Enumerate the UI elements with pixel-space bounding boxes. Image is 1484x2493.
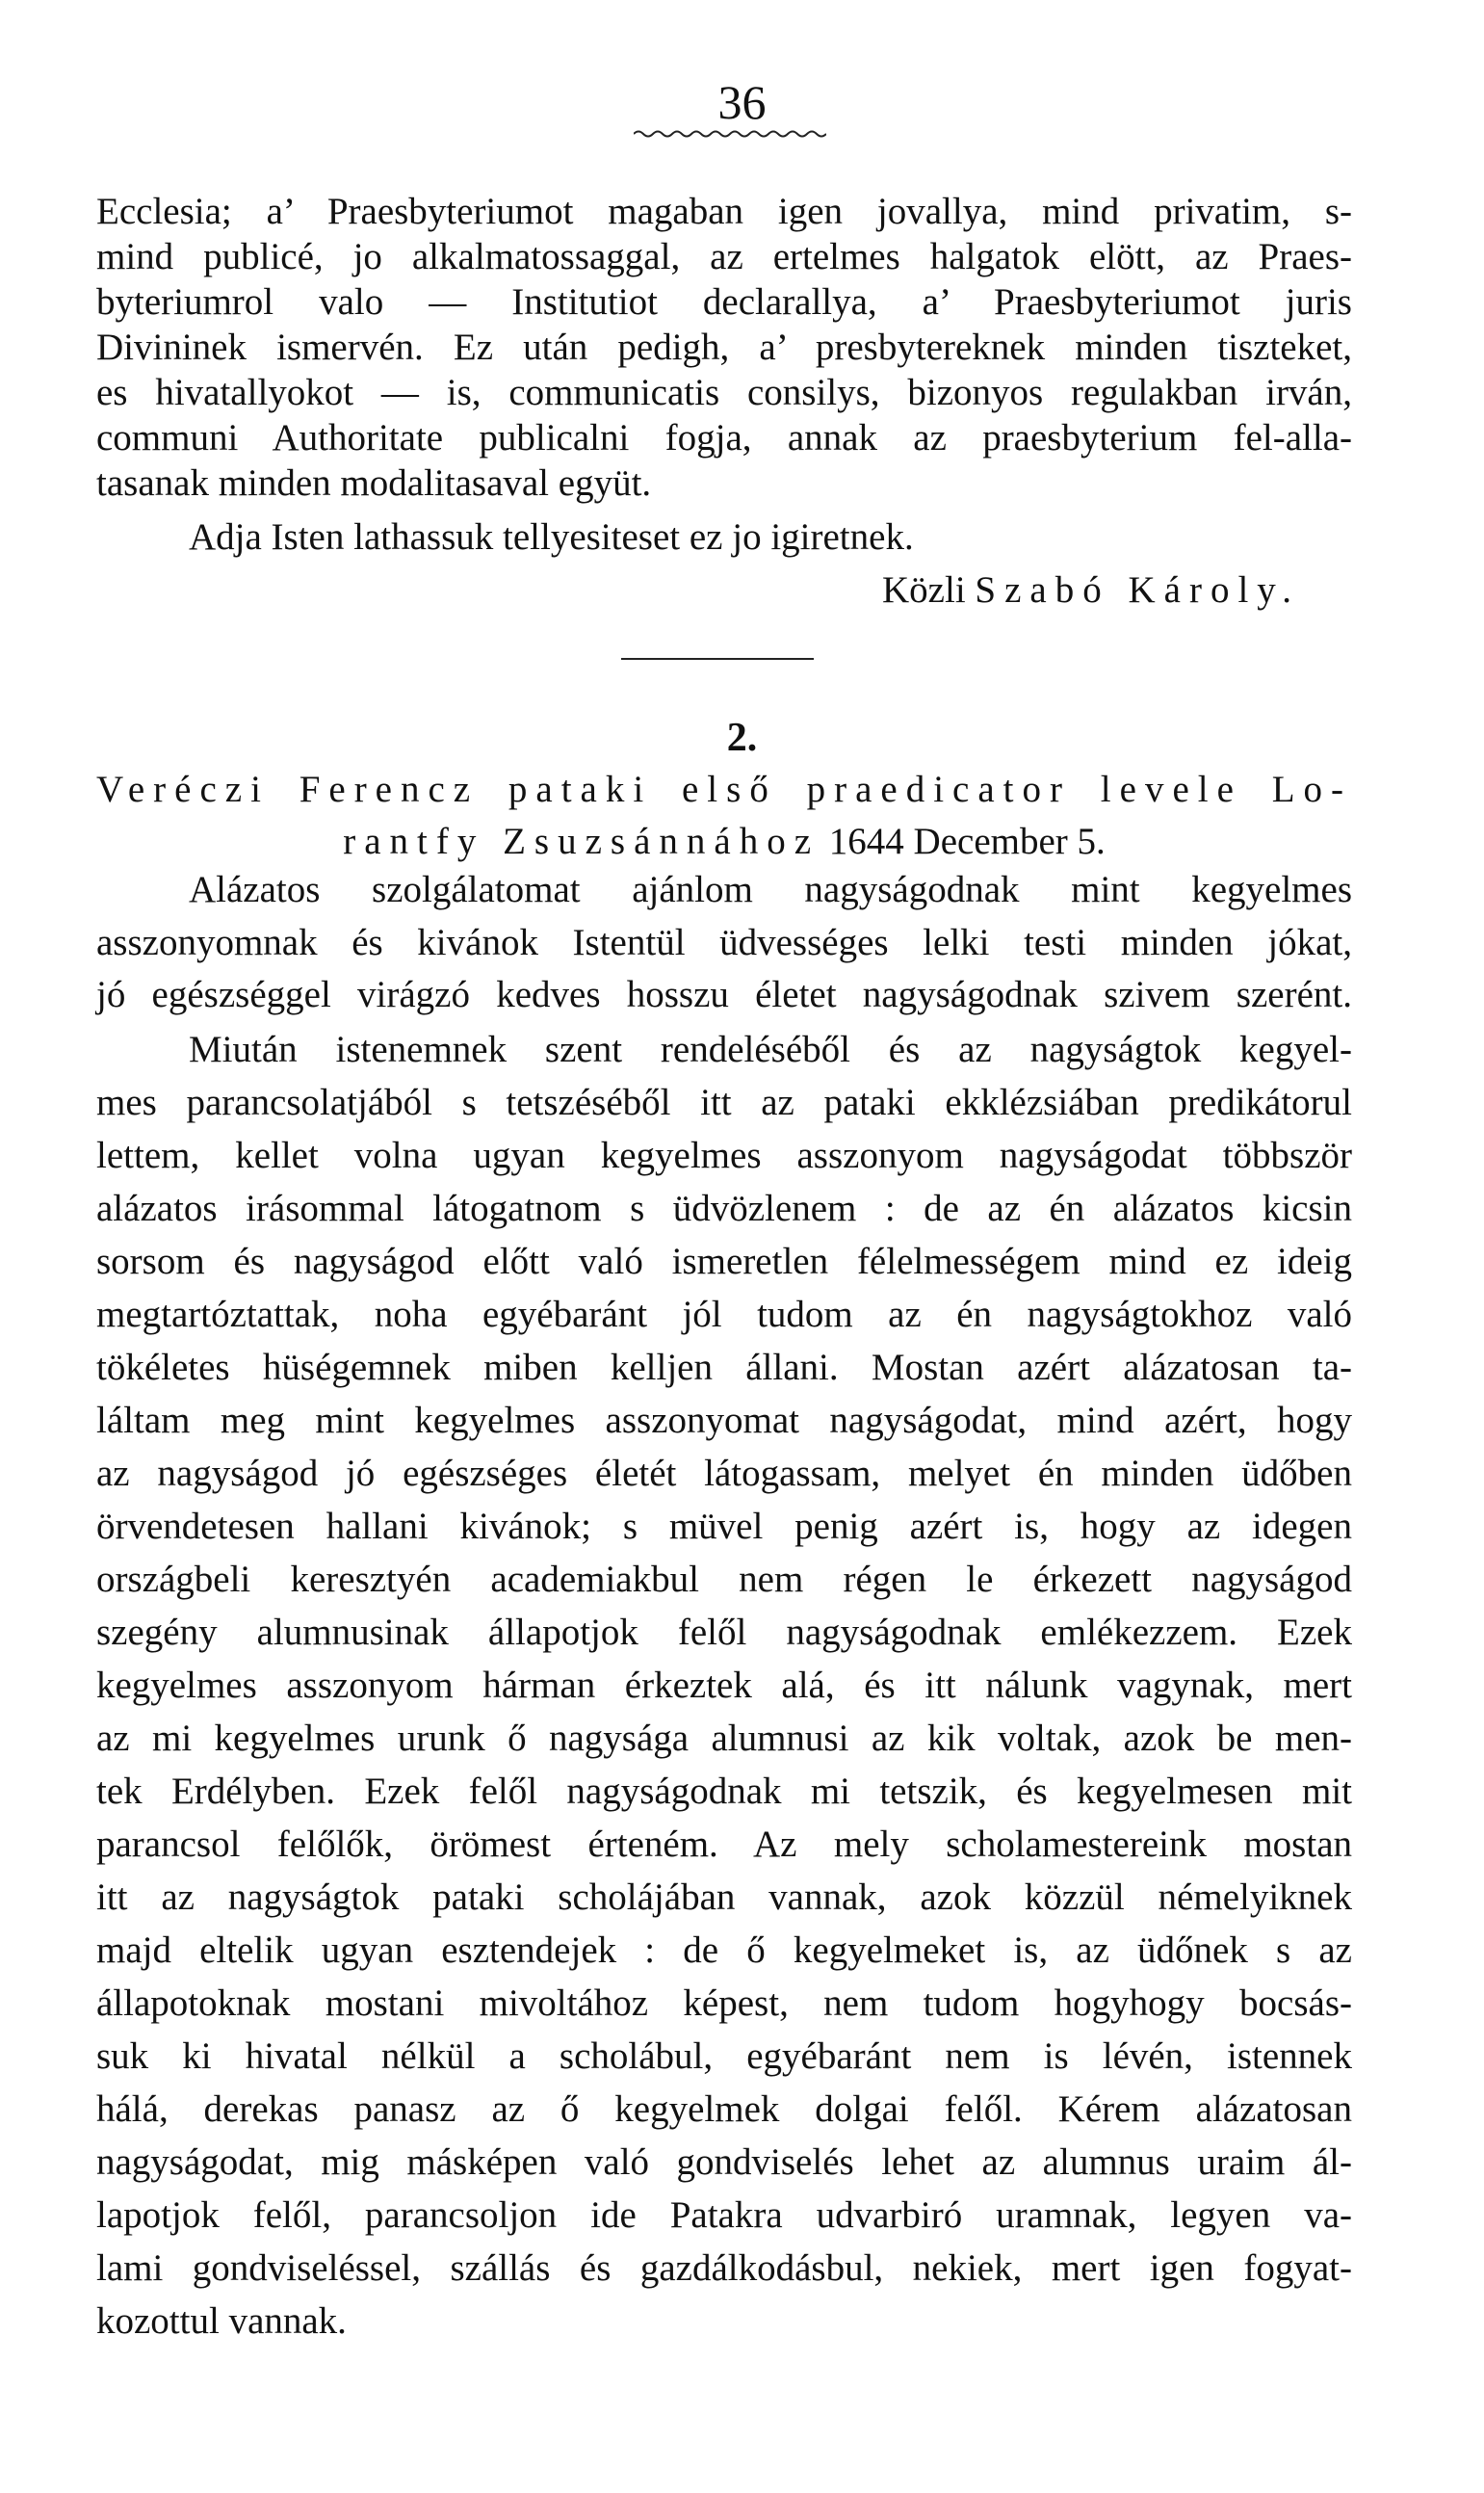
text-line: Miután istenemnek szent rendeléséből és az nagyságtok kegyel-	[189, 1029, 1352, 1070]
text-line: állapotoknak mostani mivoltához képest, nem tudom hogyhogy bocsás-	[96, 1982, 1352, 2024]
text-line: alázatos irásommal látogatnom s üdvözlenem : de az én alázatos kicsin	[96, 1188, 1352, 1229]
text-line: Adja Isten lathassuk tellyesiteset ez jo igiretnek.	[189, 516, 914, 558]
text-line: majd eltelik ugyan esztendejek : de ő kegyelmeket is, az üdőnek s az	[96, 1929, 1352, 1971]
text-line: nagyságodat, mig másképen való gondviselés lehet az alumnus uraim ál-	[96, 2141, 1352, 2183]
text-line: mind publicé, jo alkalmatossaggal, az ertelmes halgatok elött, az Praes-	[96, 236, 1352, 277]
text-line: tasanak minden modalitasaval együt.	[96, 462, 652, 504]
text-line: láltam meg mint kegyelmes asszonyomat nagyságodat, mind azért, hogy	[96, 1400, 1352, 1441]
text-line: Alázatos szolgálatomat ajánlom nagyságodnak mint kegyelmes	[189, 869, 1352, 910]
text-line: asszonyomnak és kivánok Istentül üdvességes lelki testi minden jókat,	[96, 922, 1352, 963]
text-line: tek Erdélyben. Ezek felől nagyságodnak mi tetszik, és kegyelmesen mit	[96, 1771, 1352, 1812]
text-line: örvendetesen hallani kivánok; s müvel penig azért is, hogy az idegen	[96, 1506, 1352, 1547]
text-line: jó egészséggel virágzó kedves hosszu életet nagyságodnak szivem szerént.	[96, 974, 1352, 1015]
text-line: szegény alumnusinak állapotjok felől nagyságodnak emlékezzem. Ezek	[96, 1612, 1352, 1653]
text-line: kegyelmes asszonyom hárman érkeztek alá, és itt nálunk vagynak, mert	[96, 1665, 1352, 1706]
page-number: 36	[717, 75, 767, 129]
letter-title-recipient: rantfy Zsuzsánnához	[343, 821, 820, 862]
text-line: kozottul vannak.	[96, 2300, 347, 2342]
signature	[96, 567, 1300, 613]
text-line: Divininek ismervén. Ez után pedigh, a’ presbytereknek minden tiszteket,	[96, 327, 1352, 368]
text-line: sorsom és nagyságod előtt való ismeretlen félelmességem mind ez ideig	[96, 1241, 1352, 1282]
text-line: byteriumrol valo — Institutiot declarallya, a’ Praesbyteriumot juris	[96, 281, 1352, 323]
letter-title-line-2	[96, 819, 1352, 864]
text-line: lami gondviseléssel, szállás és gazdálkodásbul, nekiek, mert igen fogyat-	[96, 2247, 1352, 2289]
signature-prefix: Közli	[882, 569, 966, 611]
text-line: mes parancsolatjából s tetszéséből itt az pataki ekklézsiában predikátorul	[96, 1082, 1352, 1123]
text-line: hálá, derekas panasz az ő kegyelmek dolgai felől. Kérem alázatosan	[96, 2088, 1352, 2130]
text-line: tökéletes hüségemnek miben kelljen állani. Mostan azért alázatosan ta-	[96, 1347, 1352, 1388]
letter-title-date: 1644 December 5.	[828, 821, 1106, 862]
signature-name: Szabó Károly.	[975, 569, 1300, 611]
text-line: megtartóztattak, noha egyébaránt jól tudom az én nagyságtokhoz való	[96, 1294, 1352, 1335]
page-number-ornament	[634, 129, 826, 139]
letter-title-line-1: Veréczi Ferencz pataki első praedicator levele Lo-	[96, 769, 1352, 810]
text-line: az mi kegyelmes urunk ő nagysága alumnusi az kik voltak, azok be men-	[96, 1718, 1352, 1759]
text-line: országbeli keresztyén academiakbul nem régen le érkezett nagyságod	[96, 1559, 1352, 1600]
section-number: 2.	[726, 716, 758, 760]
text-line: suk ki hivatal nélkül a scholábul, egyébaránt nem is lévén, istennek	[96, 2035, 1352, 2077]
text-line: Ecclesia; a’ Praesbyteriumot magaban igen jovallya, mind privatim, s-	[96, 191, 1352, 232]
text-line: itt az nagyságtok pataki scholájában vannak, azok közzül némelyiknek	[96, 1876, 1352, 1918]
text-line: parancsol felőlők, örömest érteném. Az mely scholamestereink mostan	[96, 1824, 1352, 1865]
text-line: lettem, kellet volna ugyan kegyelmes asszonyom nagyságodat többször	[96, 1135, 1352, 1176]
text-line: lapotjok felől, parancsoljon ide Patakra udvarbiró uramnak, legyen va-	[96, 2194, 1352, 2236]
text-line: az nagyságod jó egészséges életét látogassam, melyet én minden üdőben	[96, 1453, 1352, 1494]
text-line: es hivatallyokot — is, communicatis consilys, bizonyos regulakban irván,	[96, 372, 1352, 413]
section-divider	[621, 658, 814, 660]
text-line: communi Authoritate publicalni fogja, annak az praesbyterium fel-alla-	[96, 417, 1352, 459]
